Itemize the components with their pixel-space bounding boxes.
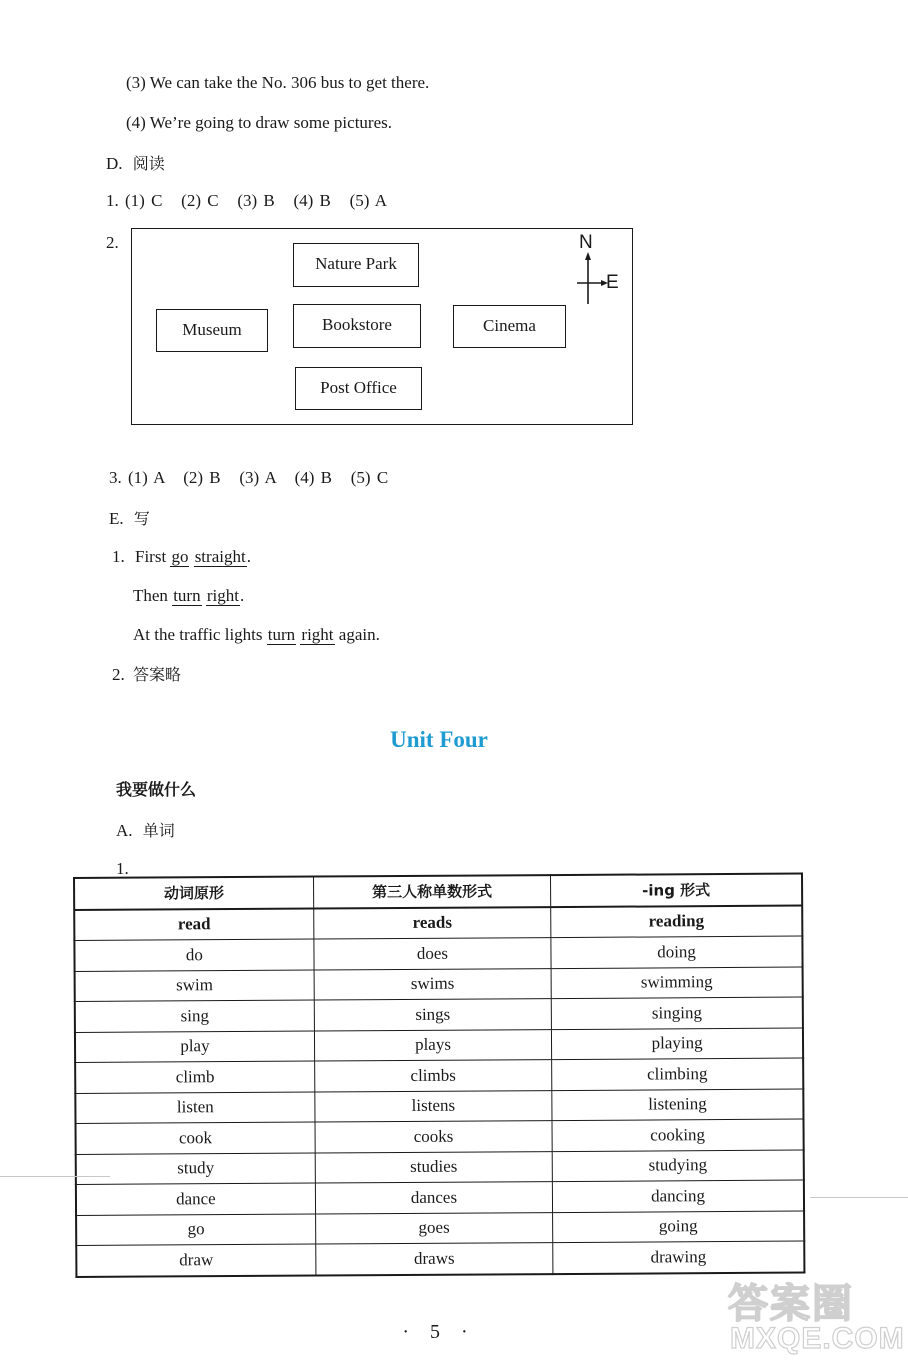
header-base-form: 动词原形 bbox=[74, 877, 313, 910]
sentence-3: (3) We can take the No. 306 bus to get there. bbox=[126, 73, 430, 92]
answer-blank: turn bbox=[173, 586, 201, 605]
table-cell: dances bbox=[315, 1182, 553, 1214]
d1-answers bbox=[106, 190, 387, 212]
e1-line-2 bbox=[133, 585, 244, 607]
table-cell: listening bbox=[552, 1089, 804, 1121]
section-letter: A. bbox=[116, 821, 133, 840]
table-cell: doing bbox=[551, 936, 803, 968]
table-cell: reading bbox=[551, 905, 803, 938]
table-cell: swims bbox=[314, 968, 552, 1000]
table-cell: cooking bbox=[552, 1119, 804, 1151]
map-diagram bbox=[131, 228, 633, 425]
sentence-4: (4) We’re going to draw some pictures. bbox=[126, 113, 392, 132]
scan-crease-line bbox=[810, 1197, 908, 1198]
table-cell: draws bbox=[316, 1243, 554, 1275]
table-row bbox=[74, 936, 802, 971]
line-text: At the traffic lights bbox=[133, 625, 263, 644]
table-cell: goes bbox=[315, 1212, 553, 1244]
table-cell: climbing bbox=[552, 1058, 804, 1090]
scan-crease-line bbox=[0, 1176, 110, 1177]
line-text: Then bbox=[133, 586, 168, 605]
table-cell: study bbox=[76, 1153, 315, 1185]
table-cell: going bbox=[553, 1211, 805, 1243]
compass-e-label: E bbox=[606, 272, 619, 293]
watermark-logo bbox=[728, 1272, 905, 1360]
table-row bbox=[75, 997, 803, 1032]
section-d-heading bbox=[106, 153, 165, 175]
page-number: · 5 · bbox=[402, 1321, 476, 1343]
museum-box: Museum bbox=[156, 309, 268, 352]
answer-list: (1) C (2) C (3) B (4) B (5) A bbox=[125, 191, 388, 210]
line-text: . bbox=[246, 547, 251, 566]
answer-blank: right bbox=[301, 625, 334, 644]
e2-line bbox=[112, 664, 181, 686]
subheading: 我要做什么 bbox=[116, 780, 197, 799]
table-row bbox=[75, 1058, 803, 1093]
d2-number: 2. bbox=[106, 233, 119, 252]
bookstore-box: Bookstore bbox=[293, 304, 421, 348]
cinema-box: Cinema bbox=[453, 305, 566, 348]
item-number: 1. bbox=[112, 547, 125, 566]
table-cell: sings bbox=[314, 999, 552, 1031]
section-letter: E. bbox=[109, 509, 124, 528]
table-cell: read bbox=[74, 908, 313, 940]
table-cell: listens bbox=[315, 1090, 553, 1122]
table-cell: reads bbox=[313, 907, 551, 939]
item-number: 3. bbox=[109, 468, 122, 487]
table-cell: studies bbox=[315, 1151, 553, 1183]
table-cell: do bbox=[74, 939, 313, 971]
table-row bbox=[76, 1211, 804, 1246]
post-office-box: Post Office bbox=[295, 367, 422, 410]
table-cell: does bbox=[314, 938, 552, 970]
table-cell: cook bbox=[76, 1122, 315, 1154]
section-label: 写 bbox=[133, 509, 150, 528]
answer-blank: straight bbox=[194, 547, 246, 566]
e1-line-3 bbox=[133, 624, 380, 646]
line-text: First bbox=[135, 547, 167, 566]
compass-n-label: N bbox=[579, 232, 593, 253]
table-cell: listen bbox=[75, 1092, 314, 1124]
table-cell: playing bbox=[552, 1028, 804, 1060]
table-cell: singing bbox=[551, 997, 803, 1029]
answer-list: (1) A (2) B (3) A (4) B (5) C bbox=[128, 468, 389, 487]
section-label: 阅读 bbox=[132, 154, 165, 173]
item-number: 2. bbox=[112, 665, 125, 684]
table-cell: climbs bbox=[314, 1060, 552, 1092]
table-row bbox=[76, 1150, 804, 1185]
table-cell: dancing bbox=[552, 1180, 804, 1212]
section-letter: D. bbox=[106, 154, 123, 173]
table-cell: cooks bbox=[315, 1121, 553, 1153]
table-row bbox=[75, 1089, 803, 1124]
table-cell: dance bbox=[76, 1183, 315, 1215]
header-third-person: 第三人称单数形式 bbox=[313, 875, 551, 908]
d3-answers bbox=[109, 467, 388, 489]
table-row bbox=[75, 967, 803, 1002]
table-cell: sing bbox=[75, 1000, 314, 1032]
e1-line-1 bbox=[112, 546, 251, 568]
compass-icon bbox=[574, 234, 624, 306]
table-cell: drawing bbox=[553, 1241, 805, 1274]
header-ing-form: -ing 形式 bbox=[551, 874, 803, 907]
table-cell: studying bbox=[552, 1150, 804, 1182]
table-cell: swimming bbox=[551, 967, 803, 999]
item-number: 1. bbox=[106, 191, 119, 210]
table-cell: go bbox=[76, 1214, 315, 1246]
nature-park-box: Nature Park bbox=[293, 243, 419, 287]
verb-forms-table bbox=[73, 873, 805, 1278]
section-a-heading bbox=[116, 820, 175, 842]
line-text: again. bbox=[338, 625, 380, 644]
table-row bbox=[76, 1241, 804, 1276]
e2-text: 答案略 bbox=[133, 665, 182, 684]
table-row bbox=[75, 1028, 803, 1063]
a1-number: 1. bbox=[116, 859, 129, 878]
unit-title: Unit Four bbox=[390, 727, 488, 752]
watermark-domain: MXQE.COM bbox=[730, 1322, 905, 1355]
table-cell: plays bbox=[314, 1029, 552, 1061]
table-cell: climb bbox=[75, 1061, 314, 1093]
table-row bbox=[76, 1119, 804, 1154]
table-cell: draw bbox=[76, 1244, 315, 1276]
answer-blank: go bbox=[171, 547, 189, 566]
answer-blank: right bbox=[206, 586, 239, 605]
watermark-text: 答案圈 bbox=[728, 1281, 854, 1327]
table-row bbox=[74, 905, 802, 940]
line-text: . bbox=[239, 586, 245, 605]
answer-blank: turn bbox=[267, 625, 296, 644]
table-cell: swim bbox=[75, 970, 314, 1002]
table-header-row bbox=[74, 874, 802, 910]
section-e-heading bbox=[109, 508, 150, 530]
table-cell: play bbox=[75, 1031, 314, 1063]
table-row bbox=[76, 1180, 804, 1215]
section-label: 单词 bbox=[142, 821, 175, 840]
